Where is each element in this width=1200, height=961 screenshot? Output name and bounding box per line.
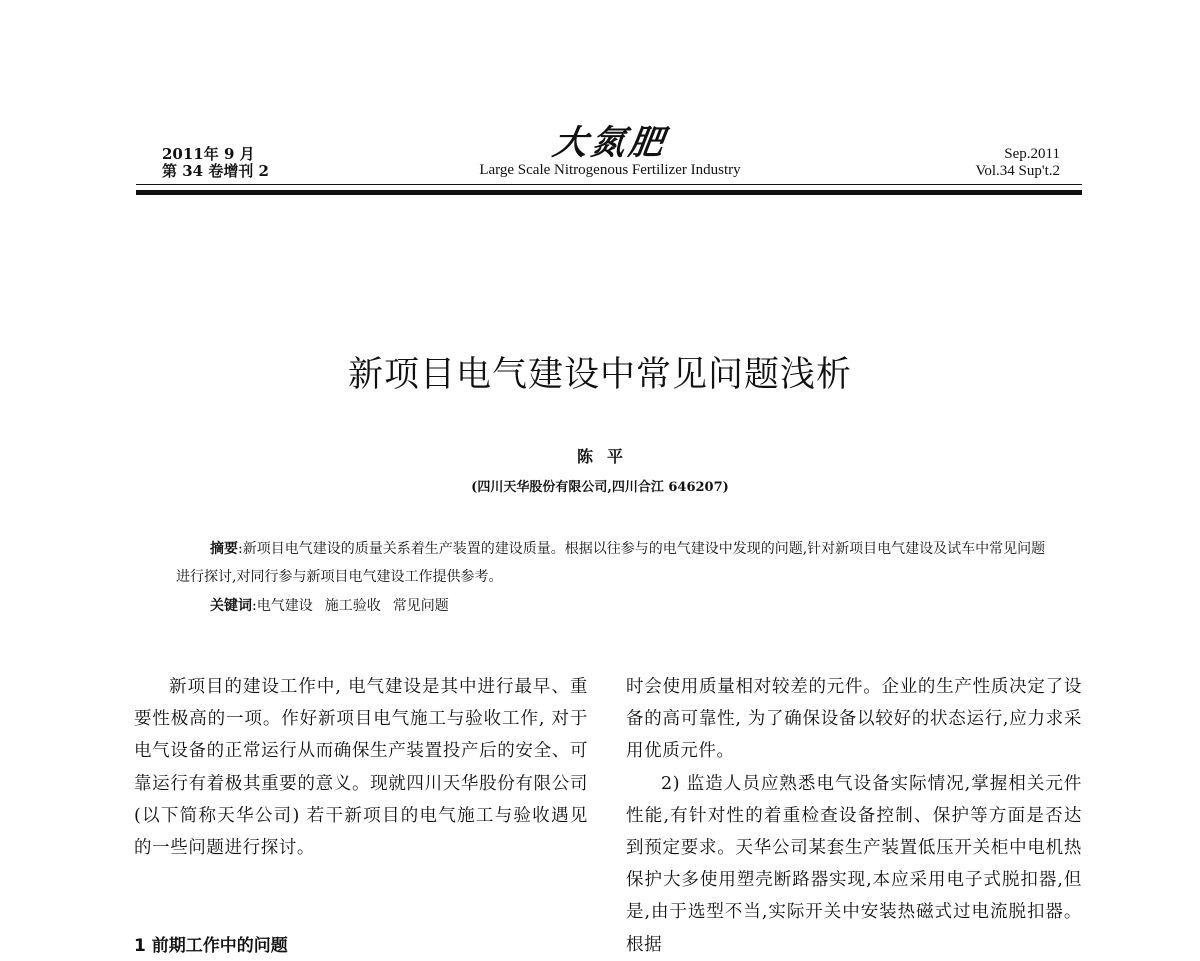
body-column-left — [134, 671, 588, 864]
keywords-label: 关键词 — [210, 598, 252, 614]
header-rule-thin — [136, 184, 1082, 185]
author-affiliation: (四川天华股份有限公司,四川合江 646207) — [471, 480, 729, 495]
section-heading: 1 前期工作中的问题 — [134, 936, 288, 956]
issue-volume-english: Vol.34 Sup't.2 — [975, 163, 1060, 179]
journal-masthead — [440, 124, 780, 178]
keyword-2: 施工验收 — [324, 598, 381, 614]
keywords-separator: : — [252, 598, 257, 614]
issue-volume: 第 34 卷增刊 2 — [162, 162, 269, 180]
header-rule-thick — [136, 190, 1082, 195]
abstract-label: 摘要 — [210, 541, 238, 557]
article-author: 陈平 — [576, 447, 637, 466]
keywords — [210, 592, 461, 620]
abstract-text: :新项目电气建设的质量关系着生产装置的建设质量。根据以往参与的电气建设中发现的问题,针对新项目电气建设及试车中常见问题进行探讨,对同行参与新项目电气建设工作提供参考。 — [176, 541, 1046, 585]
right-paragraph-2: 2) 监造人员应熟悉电气设备实际情况,掌握相关元件性能,有针对性的着重检查设备控制、保护等方面是否达到预定要求。天华公司某套生产装置低压开关柜中电机热保护大多使用塑壳断路器实现,本应采用电子式脱扣器,但是,由于选型不当,实际开关中安装热磁式过电流脱扣器。根据 — [626, 773, 1082, 955]
issue-date-english: Sep.2011 — [1004, 146, 1060, 162]
issue-date-volume-english — [975, 146, 1060, 180]
keyword-1: 电气建设 — [256, 598, 313, 614]
journal-logo: 大氮肥 — [550, 123, 670, 163]
right-paragraph-continued: 时会使用质量相对较差的元件。企业的生产性质决定了设备的高可靠性, 为了确保设备以较好的状态运行,应力求采用优质元件。 — [626, 677, 1082, 762]
intro-paragraph: 新项目的建设工作中, 电气建设是其中进行最早、重要性极高的一项。作好新项目电气施工与验收工作, 对于电气设备的正常运行从而确保生产装置投产后的安全、可靠运行有着极其重要的意义。现就四川天华股份有限公司(以下简称天华公司) 若干新项目的电气施工与验收遇见的一些问题进行探讨。 — [134, 677, 588, 859]
keyword-3: 常见问题 — [392, 598, 449, 614]
abstract — [176, 535, 1056, 591]
journal-name-english: Large Scale Nitrogenous Fertilizer Industry — [479, 162, 741, 178]
body-column-right — [626, 671, 1082, 961]
issue-date-volume — [162, 146, 269, 180]
article-title: 新项目电气建设中常见问题浅析 — [347, 355, 852, 395]
issue-date: 2011年 9 月 — [162, 145, 255, 163]
